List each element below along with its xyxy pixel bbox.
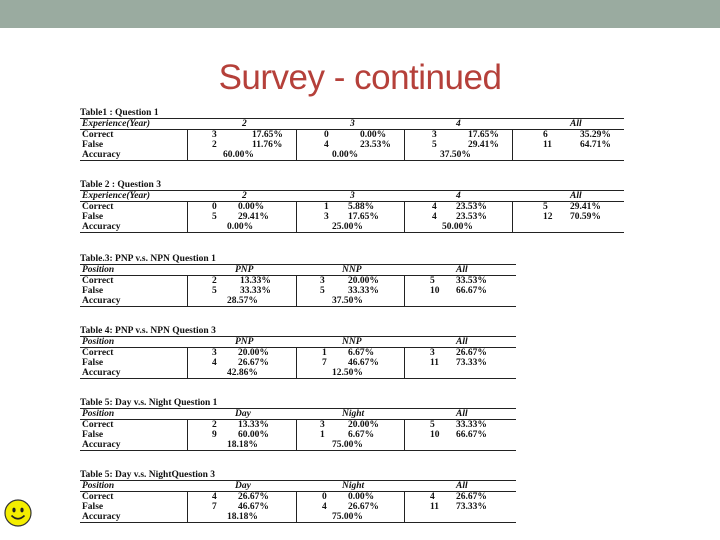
data-table bbox=[80, 254, 516, 307]
accuracy-cell: 75.00% bbox=[332, 512, 363, 522]
count-cell: 0 bbox=[322, 492, 327, 502]
count-cell: 1 bbox=[324, 202, 329, 212]
percent-cell: 17.65% bbox=[252, 130, 283, 140]
header-label: Experience(Year) bbox=[82, 119, 151, 129]
percent-cell: 17.65% bbox=[348, 212, 379, 222]
accuracy-cell: 18.18% bbox=[227, 512, 258, 522]
row-label: Accuracy bbox=[82, 150, 121, 160]
row-label: Correct bbox=[82, 276, 114, 286]
row-label: Correct bbox=[82, 492, 114, 502]
count-cell: 5 bbox=[320, 286, 325, 296]
accuracy-cell: 0.00% bbox=[227, 222, 254, 232]
row-label: Correct bbox=[82, 348, 114, 358]
column-group-header: NNP bbox=[342, 337, 362, 347]
column-group-header: 2 bbox=[242, 191, 247, 201]
percent-cell: 66.67% bbox=[456, 430, 487, 440]
percent-cell: 60.00% bbox=[238, 430, 269, 440]
percent-cell: 26.67% bbox=[238, 492, 269, 502]
percent-cell: 20.00% bbox=[238, 348, 269, 358]
percent-cell: 23.53% bbox=[360, 140, 391, 150]
percent-cell: 0.00% bbox=[360, 130, 387, 140]
count-cell: 3 bbox=[212, 130, 217, 140]
percent-cell: 29.41% bbox=[238, 212, 269, 222]
accuracy-row bbox=[80, 222, 624, 232]
table-caption: Table 4: PNP v.s. NPN Question 3 bbox=[80, 326, 216, 336]
table-row bbox=[80, 202, 624, 212]
column-group-header: Day bbox=[235, 409, 251, 419]
percent-cell: 26.67% bbox=[348, 502, 379, 512]
count-cell: 2 bbox=[212, 276, 217, 286]
accuracy-row bbox=[80, 150, 624, 160]
table-header bbox=[80, 118, 624, 130]
count-cell: 5 bbox=[212, 286, 217, 296]
percent-cell: 17.65% bbox=[468, 130, 499, 140]
percent-cell: 33.33% bbox=[348, 286, 379, 296]
percent-cell: 5.88% bbox=[348, 202, 375, 212]
row-label: Accuracy bbox=[82, 512, 121, 522]
column-group-header: All bbox=[456, 265, 468, 275]
count-cell: 5 bbox=[543, 202, 548, 212]
count-cell: 7 bbox=[212, 502, 217, 512]
count-cell: 4 bbox=[324, 140, 329, 150]
header-label: Position bbox=[82, 409, 115, 419]
percent-cell: 73.33% bbox=[456, 502, 487, 512]
data-table bbox=[80, 108, 624, 161]
accuracy-cell: 12.50% bbox=[332, 368, 363, 378]
row-label: False bbox=[82, 430, 104, 440]
row-label: Accuracy bbox=[82, 222, 121, 232]
row-label: Accuracy bbox=[82, 440, 121, 450]
row-label: False bbox=[82, 358, 104, 368]
percent-cell: 23.53% bbox=[456, 212, 487, 222]
percent-cell: 13.33% bbox=[238, 420, 269, 430]
percent-cell: 35.29% bbox=[580, 130, 611, 140]
table-caption: Table 5: Day v.s. NightQuestion 3 bbox=[80, 470, 216, 480]
table-caption: Table 2 : Question 3 bbox=[80, 180, 161, 190]
count-cell: 6 bbox=[543, 130, 548, 140]
table-body bbox=[80, 492, 516, 523]
header-label: Experience(Year) bbox=[82, 191, 151, 201]
count-cell: 7 bbox=[322, 358, 327, 368]
percent-cell: 73.33% bbox=[456, 358, 487, 368]
accuracy-cell: 75.00% bbox=[332, 440, 363, 450]
row-label: Accuracy bbox=[82, 368, 121, 378]
percent-cell: 29.41% bbox=[570, 202, 601, 212]
accuracy-row bbox=[80, 440, 516, 450]
percent-cell: 64.71% bbox=[580, 140, 611, 150]
percent-cell: 23.53% bbox=[456, 202, 487, 212]
accuracy-cell: 25.00% bbox=[332, 222, 363, 232]
table-header bbox=[80, 480, 516, 492]
count-cell: 10 bbox=[430, 286, 440, 296]
count-cell: 4 bbox=[212, 492, 217, 502]
table-body bbox=[80, 202, 624, 233]
data-table bbox=[80, 326, 516, 379]
table-header bbox=[80, 336, 516, 348]
table-row bbox=[80, 358, 516, 368]
count-cell: 9 bbox=[212, 430, 217, 440]
table-body bbox=[80, 420, 516, 451]
count-cell: 5 bbox=[430, 420, 435, 430]
count-cell: 3 bbox=[432, 130, 437, 140]
row-label: Correct bbox=[82, 130, 114, 140]
accuracy-cell: 0.00% bbox=[332, 150, 359, 160]
column-group-header: 4 bbox=[456, 119, 461, 129]
column-group-header: Day bbox=[235, 481, 251, 491]
table-row bbox=[80, 276, 516, 286]
header-label: Position bbox=[82, 265, 115, 275]
accuracy-row bbox=[80, 296, 516, 306]
table-caption: Table 5: Day v.s. Night Question 1 bbox=[80, 398, 218, 408]
top-banner bbox=[0, 0, 720, 28]
table-row bbox=[80, 430, 516, 440]
row-label: Correct bbox=[82, 420, 114, 430]
count-cell: 0 bbox=[212, 202, 217, 212]
table-row bbox=[80, 492, 516, 502]
percent-cell: 13.33% bbox=[240, 276, 271, 286]
row-label: False bbox=[82, 212, 104, 222]
table-row bbox=[80, 286, 516, 296]
row-label: False bbox=[82, 286, 104, 296]
column-group-header: NNP bbox=[342, 265, 362, 275]
accuracy-row bbox=[80, 368, 516, 378]
count-cell: 12 bbox=[543, 212, 553, 222]
table-header bbox=[80, 264, 516, 276]
column-group-header: 2 bbox=[242, 119, 247, 129]
count-cell: 5 bbox=[432, 140, 437, 150]
slide-title: Survey - continued bbox=[218, 58, 502, 97]
column-group-header: Night bbox=[342, 409, 365, 419]
table-body bbox=[80, 276, 516, 307]
row-label: False bbox=[82, 502, 104, 512]
percent-cell: 26.67% bbox=[456, 492, 487, 502]
percent-cell: 33.53% bbox=[456, 276, 487, 286]
column-group-header: 3 bbox=[350, 191, 355, 201]
count-cell: 3 bbox=[324, 212, 329, 222]
percent-cell: 0.00% bbox=[348, 492, 375, 502]
data-table bbox=[80, 398, 516, 451]
percent-cell: 6.67% bbox=[348, 430, 375, 440]
count-cell: 11 bbox=[543, 140, 552, 150]
table-header bbox=[80, 190, 624, 202]
table-row bbox=[80, 212, 624, 222]
count-cell: 10 bbox=[430, 430, 440, 440]
count-cell: 11 bbox=[430, 358, 439, 368]
percent-cell: 20.00% bbox=[348, 276, 379, 286]
percent-cell: 0.00% bbox=[238, 202, 265, 212]
count-cell: 1 bbox=[320, 430, 325, 440]
count-cell: 3 bbox=[212, 348, 217, 358]
table-header bbox=[80, 408, 516, 420]
table-row bbox=[80, 420, 516, 430]
count-cell: 0 bbox=[324, 130, 329, 140]
percent-cell: 26.67% bbox=[238, 358, 269, 368]
count-cell: 5 bbox=[430, 276, 435, 286]
header-label: Position bbox=[82, 481, 115, 491]
count-cell: 2 bbox=[212, 420, 217, 430]
percent-cell: 6.67% bbox=[348, 348, 375, 358]
accuracy-row bbox=[80, 512, 516, 522]
accuracy-cell: 37.50% bbox=[440, 150, 471, 160]
table-row bbox=[80, 140, 624, 150]
percent-cell: 33.33% bbox=[456, 420, 487, 430]
column-group-header: 3 bbox=[350, 119, 355, 129]
accuracy-cell: 50.00% bbox=[442, 222, 473, 232]
percent-cell: 46.67% bbox=[238, 502, 269, 512]
table-row bbox=[80, 130, 624, 140]
percent-cell: 20.00% bbox=[348, 420, 379, 430]
accuracy-cell: 42.86% bbox=[227, 368, 258, 378]
table-row bbox=[80, 348, 516, 358]
count-cell: 3 bbox=[430, 348, 435, 358]
data-table bbox=[80, 470, 516, 523]
column-group-header: Night bbox=[342, 481, 365, 491]
count-cell: 4 bbox=[322, 502, 327, 512]
count-cell: 3 bbox=[320, 276, 325, 286]
table-caption: Table1 : Question 1 bbox=[80, 108, 159, 118]
count-cell: 4 bbox=[430, 492, 435, 502]
count-cell: 11 bbox=[430, 502, 439, 512]
percent-cell: 29.41% bbox=[468, 140, 499, 150]
row-label: Accuracy bbox=[82, 296, 121, 306]
accuracy-cell: 60.00% bbox=[223, 150, 254, 160]
percent-cell: 11.76% bbox=[252, 140, 283, 150]
accuracy-cell: 18.18% bbox=[227, 440, 258, 450]
smiley-face-icon bbox=[4, 499, 32, 527]
row-label: False bbox=[82, 140, 104, 150]
column-group-header: All bbox=[456, 409, 468, 419]
column-group-header: 4 bbox=[456, 191, 461, 201]
table-caption: Table.3: PNP v.s. NPN Question 1 bbox=[80, 254, 216, 264]
row-label: Correct bbox=[82, 202, 114, 212]
table-body bbox=[80, 130, 624, 161]
percent-cell: 26.67% bbox=[456, 348, 487, 358]
count-cell: 2 bbox=[212, 140, 217, 150]
count-cell: 1 bbox=[322, 348, 327, 358]
count-cell: 3 bbox=[320, 420, 325, 430]
percent-cell: 66.67% bbox=[456, 286, 487, 296]
accuracy-cell: 28.57% bbox=[227, 296, 258, 306]
data-table bbox=[80, 180, 624, 233]
percent-cell: 46.67% bbox=[348, 358, 379, 368]
percent-cell: 33.33% bbox=[240, 286, 271, 296]
percent-cell: 70.59% bbox=[570, 212, 601, 222]
header-label: Position bbox=[82, 337, 115, 347]
column-group-header: PNP bbox=[235, 265, 254, 275]
count-cell: 4 bbox=[212, 358, 217, 368]
count-cell: 5 bbox=[212, 212, 217, 222]
column-group-header: PNP bbox=[235, 337, 254, 347]
accuracy-cell: 37.50% bbox=[332, 296, 363, 306]
table-row bbox=[80, 502, 516, 512]
column-group-header: All bbox=[570, 191, 582, 201]
column-group-header: All bbox=[456, 481, 468, 491]
table-body bbox=[80, 348, 516, 379]
column-group-header: All bbox=[456, 337, 468, 347]
count-cell: 4 bbox=[432, 212, 437, 222]
column-group-header: All bbox=[570, 119, 582, 129]
count-cell: 4 bbox=[432, 202, 437, 212]
